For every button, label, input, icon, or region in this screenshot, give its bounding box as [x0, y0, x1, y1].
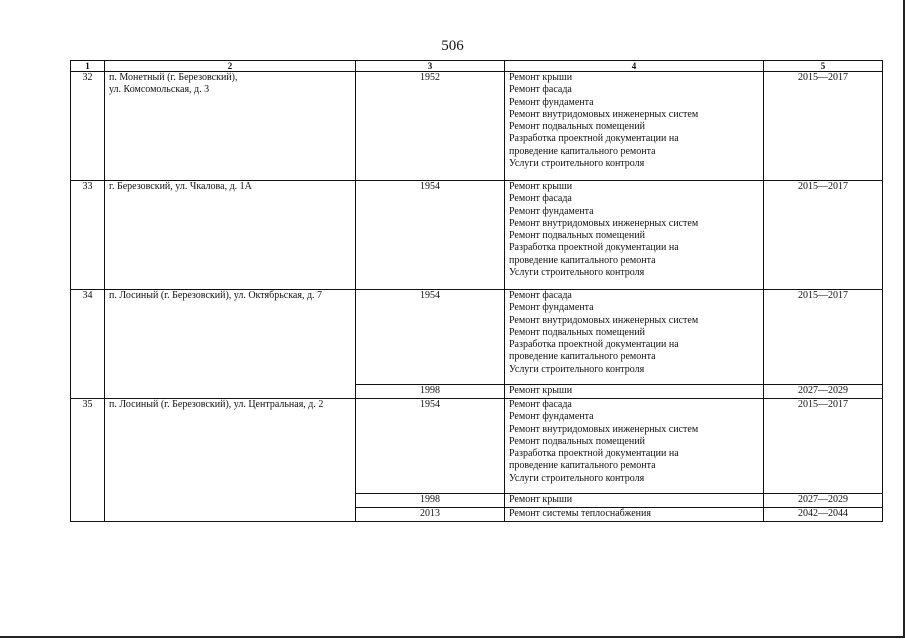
column-header: 5: [764, 61, 883, 72]
work-item: Ремонт крыши: [509, 385, 573, 396]
build-year-cell: 1952: [356, 72, 505, 181]
work-item: Ремонт внутридомовых инженерных систем: [509, 423, 699, 435]
works-list-cell: [505, 290, 764, 385]
work-item: Ремонт подвальных помещений: [509, 230, 645, 242]
page-number: 506: [441, 38, 464, 54]
work-item: Ремонт крыши: [509, 72, 573, 83]
build-year-cell: 1954: [356, 181, 505, 290]
table-row: [71, 72, 883, 181]
build-year-cell: 1954: [356, 290, 505, 385]
column-header: 2: [105, 61, 356, 72]
work-item: Услуги строительного контроля: [509, 267, 645, 279]
works-list-cell: [505, 399, 764, 494]
works-list-cell: [505, 72, 764, 181]
works-list-cell: [505, 494, 764, 508]
work-item: Ремонт внутридомовых инженерных систем: [509, 108, 699, 120]
work-item: Ремонт подвальных помещений: [509, 121, 645, 133]
repair-period-cell: 2015—2017: [764, 181, 883, 290]
table-row: [71, 290, 883, 385]
table-row: [71, 399, 883, 494]
work-item: Услуги строительного контроля: [509, 158, 645, 170]
repair-period-cell: 2015—2017: [764, 290, 883, 385]
work-item: проведение капитального ремонта: [509, 145, 656, 157]
column-header: 3: [356, 61, 505, 72]
build-year-cell: 1954: [356, 399, 505, 494]
work-item: Ремонт фасада: [509, 399, 572, 410]
address-line: ул. Комсомольская, д. 3: [109, 84, 210, 96]
record-number-cell: 33: [71, 181, 105, 290]
column-header: 1: [71, 61, 105, 72]
work-item: Ремонт внутридомовых инженерных систем: [509, 217, 699, 229]
work-item: проведение капитального ремонта: [509, 254, 656, 266]
work-item: Ремонт фундамента: [509, 302, 594, 314]
address-line: п. Лосиный (г. Березовский), ул. Октябрьская, д. 7: [109, 290, 323, 301]
works-list-cell: [505, 385, 764, 399]
work-item: Ремонт фундамента: [509, 411, 594, 423]
work-item: Ремонт фундамента: [509, 205, 594, 217]
repair-period-cell: 2042—2044: [764, 508, 883, 522]
build-year-cell: 1998: [356, 385, 505, 399]
repair-period-cell: 2015—2017: [764, 399, 883, 494]
work-item: Ремонт фасада: [509, 84, 572, 96]
address-line: п. Лосиный (г. Березовский), ул. Центральная, д. 2: [109, 399, 324, 410]
record-number-cell: 35: [71, 399, 105, 522]
repair-period-cell: 2015—2017: [764, 72, 883, 181]
work-item: Разработка проектной документации на: [509, 133, 679, 145]
work-item: Ремонт внутридомовых инженерных систем: [509, 314, 699, 326]
work-item: Ремонт крыши: [509, 181, 573, 192]
work-item: Разработка проектной документации на: [509, 448, 679, 460]
work-item: Ремонт подвальных помещений: [509, 435, 645, 447]
repair-period-cell: 2027—2029: [764, 385, 883, 399]
build-year-cell: 1998: [356, 494, 505, 508]
work-item: Разработка проектной документации на: [509, 242, 679, 254]
record-number-cell: 34: [71, 290, 105, 399]
work-item: Услуги строительного контроля: [509, 472, 645, 484]
column-number-row: [71, 61, 883, 72]
work-item: Ремонт фундамента: [509, 96, 594, 108]
work-item: проведение капитального ремонта: [509, 351, 656, 363]
work-item: Услуги строительного контроля: [509, 363, 645, 375]
build-year-cell: 2013: [356, 508, 505, 522]
works-list-cell: [505, 181, 764, 290]
work-item: Ремонт системы теплоснабжения: [509, 508, 651, 519]
repair-schedule-table: [70, 60, 883, 522]
address-cell: [105, 399, 356, 522]
repair-period-cell: 2027—2029: [764, 494, 883, 508]
record-number-cell: 32: [71, 72, 105, 181]
column-header: 4: [505, 61, 764, 72]
address-cell: [105, 181, 356, 290]
work-item: Ремонт фасада: [509, 290, 572, 301]
address-cell: [105, 72, 356, 181]
address-cell: [105, 290, 356, 399]
works-list-cell: [505, 508, 764, 522]
address-line: г. Березовский, ул. Чкалова, д. 1А: [109, 181, 252, 192]
work-item: проведение капитального ремонта: [509, 460, 656, 472]
table-body: [71, 72, 883, 522]
work-item: Разработка проектной документации на: [509, 339, 679, 351]
table-row: [71, 181, 883, 290]
work-item: Ремонт крыши: [509, 494, 573, 505]
work-item: Ремонт фасада: [509, 193, 572, 205]
address-line: п. Монетный (г. Березовский),: [109, 72, 238, 83]
work-item: Ремонт подвальных помещений: [509, 326, 645, 338]
